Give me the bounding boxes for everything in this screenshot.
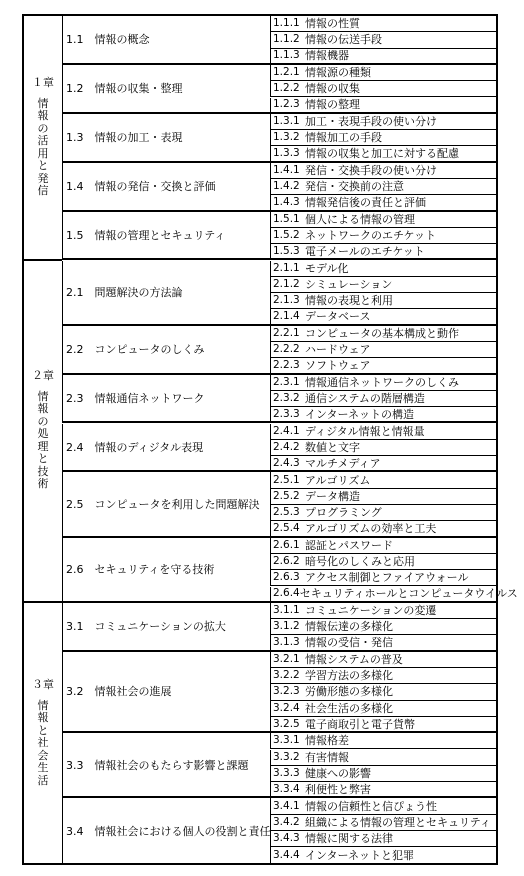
subsection-row [270, 538, 498, 554]
section-label: 1.5 情報の管理とセキュリティ [66, 229, 226, 243]
section-label: 3.1 コミュニケーションの拡大 [66, 620, 226, 634]
subsection-label: 社会生活の多様化 [305, 701, 393, 715]
subsection-label: 数値と文字 [305, 440, 360, 454]
subsection-row [270, 619, 498, 635]
subsection-number: 3.4.1 [273, 799, 300, 812]
subsection-label: コミュニケーションの変遷 [305, 603, 437, 617]
subsection-label: 情報に関する法律 [305, 832, 393, 846]
subsection-label: 情報システムの普及 [305, 652, 403, 666]
subsection-number: 1.1.1 [273, 17, 300, 30]
subsection-row [270, 244, 498, 260]
subsection-label: 情報の収集と加工に対する配慮 [305, 147, 459, 161]
subsection-number: 3.4.4 [273, 848, 300, 861]
subsection-row [270, 146, 498, 162]
section-cell [62, 375, 270, 424]
subsection-row [270, 831, 498, 847]
subsection-number: 2.3.3 [273, 407, 300, 420]
subsection-row [270, 798, 498, 814]
subsection-row [270, 49, 498, 65]
section-cell [62, 163, 270, 212]
section-label: 2.2 コンピュータのしくみ [66, 343, 205, 357]
subsection-row [270, 587, 518, 603]
subsection-row [270, 456, 498, 472]
subsection-label: 情報の伝送手段 [305, 33, 382, 47]
subsection-row [270, 635, 498, 651]
subsection-label: 情報格差 [305, 734, 349, 748]
subsection-number: 1.3.2 [273, 131, 300, 144]
subsection-label: 利便性と弊害 [305, 782, 371, 796]
subsection-number: 1.1.3 [273, 49, 300, 62]
section-label: 2.3 情報通信ネットワーク [66, 392, 205, 406]
subsection-row [270, 521, 498, 537]
section-cell [62, 603, 270, 652]
subsection-label: 情報の受信・発信 [305, 636, 393, 650]
subsection-row [270, 782, 498, 798]
subsection-number: 2.5.4 [273, 521, 300, 534]
chapter-number: ２章 [32, 369, 54, 383]
subsection-number: 3.1.2 [273, 620, 300, 633]
subsection-number: 1.2.3 [273, 98, 300, 111]
subsection-number: 3.3.2 [273, 750, 300, 763]
subsection-number: 2.1.1 [273, 261, 300, 274]
subsection-number: 1.2.1 [273, 66, 300, 79]
subsection-label: 暗号化のしくみと応用 [305, 555, 415, 569]
subsection-label: インターネットの構造 [305, 407, 415, 421]
chapter-cell [24, 261, 62, 603]
subsection-row [270, 358, 498, 374]
section-cell [62, 114, 270, 163]
section-label: 3.4 情報社会における個人の役割と責任 [66, 824, 271, 838]
subsection-number: 3.2.3 [273, 685, 300, 698]
subsection-label: 労働形態の多様化 [305, 685, 393, 699]
subsection-label: ネットワークのエチケット [305, 229, 437, 243]
subsection-row [270, 407, 498, 423]
subsection-row [270, 733, 498, 749]
section-cell [62, 326, 270, 375]
subsection-number: 3.2.1 [273, 652, 300, 665]
chapter-title: 情 報 の 活 用 と 発 信 [37, 96, 49, 197]
section-cell [62, 65, 270, 114]
subsection-number: 2.5.2 [273, 489, 300, 502]
section-cell [62, 798, 270, 863]
chapter-title: 情 報 の 処 理 と 技 術 [37, 389, 49, 491]
subsection-label: 情報発信後の責任と評価 [305, 195, 426, 209]
subsection-row [270, 472, 498, 488]
subsection-label: 加工・表現手段の使い分け [305, 114, 437, 128]
subsection-number: 3.4.3 [273, 832, 300, 845]
subsection-label: 情報伝達の多様化 [305, 620, 393, 634]
section-cell [62, 212, 270, 261]
subsection-row [270, 570, 498, 586]
subsection-label: 情報の整理 [305, 98, 360, 112]
subsection-row [270, 668, 498, 684]
subsection-label: 発信・交換前の注意 [305, 180, 404, 194]
subsection-number: 1.4.1 [273, 163, 300, 176]
subsection-number: 2.1.3 [273, 294, 300, 307]
subsection-label: 通信システムの階層構造 [305, 392, 425, 406]
subsection-number: 2.3.1 [273, 375, 300, 388]
section-cell [62, 733, 270, 798]
subsection-row [270, 424, 498, 440]
subsection-label: ハードウェア [305, 343, 371, 357]
subsection-number: 2.4.3 [273, 456, 300, 469]
subsection-number: 3.1.1 [273, 603, 300, 616]
table-of-contents [22, 14, 518, 865]
subsection-label: 電子商取引と電子貨幣 [305, 717, 415, 731]
subsection-label: モデル化 [305, 261, 349, 275]
subsection-row [270, 228, 498, 244]
subsection-row [270, 603, 498, 619]
subsection-number: 3.2.2 [273, 669, 300, 682]
subsection-number: 2.2.3 [273, 358, 300, 371]
subsection-number: 3.2.4 [273, 701, 300, 714]
subsection-number: 2.6.2 [273, 555, 300, 568]
subsection-label: 情報源の種類 [305, 66, 371, 80]
section-cell [62, 424, 270, 473]
subsection-label: コンピュータの基本構成と動作 [305, 326, 459, 340]
subsection-number: 1.4.3 [273, 195, 300, 208]
subsection-row [270, 114, 498, 130]
subsection-row [270, 179, 498, 195]
subsection-label: 情報の表現と利用 [305, 294, 393, 308]
subsection-number: 2.3.2 [273, 392, 300, 405]
subsection-row [270, 326, 498, 342]
section-label: 1.4 情報の発信・交換と評価 [66, 180, 216, 194]
subsection-row [270, 163, 498, 179]
section-label: 1.3 情報の加工・表現 [66, 131, 183, 145]
chapter-number: ３章 [32, 678, 54, 692]
subsection-row [270, 815, 498, 831]
subsection-number: 2.6.4 [273, 587, 300, 600]
section-label: 3.2 情報社会の進展 [66, 685, 172, 699]
chapter-cell [24, 16, 62, 261]
subsection-label: 学習方法の多様化 [305, 669, 393, 683]
section-cell [62, 261, 270, 326]
subsection-number: 2.4.2 [273, 440, 300, 453]
section-cell [62, 472, 270, 537]
section-cell [62, 652, 270, 734]
chapter-title: 情 報 と 社 会 生 活 [37, 698, 49, 787]
subsection-label: セキュリティホールとコンピュータウイルス [299, 587, 518, 601]
subsection-label: 有害情報 [305, 750, 349, 764]
subsection-row [270, 701, 498, 717]
subsection-number: 1.1.2 [273, 33, 300, 46]
subsection-label: マルチメディア [305, 456, 381, 470]
subsection-number: 2.2.1 [273, 326, 300, 339]
subsection-label: 情報の信頼性と信ぴょう性 [305, 799, 437, 813]
subsection-label: アルゴリズムの効率と工夫 [305, 521, 437, 535]
section-label: 2.1 問題解決の方法論 [66, 286, 183, 300]
subsection-label: データ構造 [305, 489, 360, 503]
subsection-number: 2.4.1 [273, 424, 300, 437]
section-cell [62, 16, 270, 65]
section-label: 2.5 コンピュータを利用した問題解決 [66, 497, 260, 511]
subsection-number: 1.3.3 [273, 147, 300, 160]
subsection-row [270, 342, 498, 358]
subsection-number: 1.5.2 [273, 229, 300, 242]
subsection-number: 1.5.1 [273, 212, 300, 225]
subsection-number: 1.4.2 [273, 180, 300, 193]
subsection-label: 情報通信ネットワークのしくみ [305, 375, 459, 389]
subsection-row [270, 309, 498, 325]
subsection-row [270, 32, 498, 48]
subsection-label: プログラミング [305, 506, 382, 520]
subsection-row [270, 766, 498, 782]
subsection-label: 情報機器 [305, 49, 349, 63]
subsection-label: ディジタル情報と情報量 [305, 424, 425, 438]
subsection-row [270, 65, 498, 81]
subsection-row [270, 717, 498, 733]
subsection-label: アクセス制御とファイアウォール [305, 571, 469, 585]
subsection-label: 健康への影響 [305, 766, 371, 780]
subsection-row [270, 505, 498, 521]
subsection-number: 3.2.5 [273, 717, 300, 730]
subsection-number: 2.6.3 [273, 571, 300, 584]
subsection-label: ソフトウェア [305, 358, 371, 372]
subsection-row [270, 130, 498, 146]
subsection-row [270, 684, 498, 700]
subsection-row [270, 98, 498, 114]
subsection-number: 1.5.3 [273, 244, 300, 257]
subsection-number: 1.3.1 [273, 114, 300, 127]
subsection-number: 3.3.4 [273, 782, 300, 795]
subsection-row [270, 293, 498, 309]
subsection-number: 3.4.2 [273, 815, 300, 828]
subsection-number: 3.3.1 [273, 734, 300, 747]
subsection-row [270, 652, 498, 668]
subsection-number: 3.1.3 [273, 636, 300, 649]
subsection-label: 情報加工の手段 [305, 131, 382, 145]
subsection-number: 2.2.2 [273, 343, 300, 356]
subsection-row [270, 750, 498, 766]
subsection-row [270, 277, 498, 293]
subsection-row [270, 489, 498, 505]
subsection-row [270, 391, 498, 407]
section-label: 1.1 情報の概念 [66, 33, 150, 47]
subsection-row [270, 16, 498, 32]
subsection-label: 認証とパスワード [305, 538, 393, 552]
subsection-label: 情報の性質 [305, 17, 360, 31]
subsection-number: 2.1.2 [273, 277, 300, 290]
subsection-row [270, 81, 498, 97]
subsection-row [270, 847, 498, 863]
subsection-label: アルゴリズム [305, 473, 371, 487]
subsection-label: 組織による情報の管理とセキュリティ [305, 815, 491, 829]
subsection-label: シミュレーション [305, 277, 393, 291]
subsection-label: データベース [305, 310, 371, 324]
subsection-number: 3.3.3 [273, 766, 300, 779]
subsection-row [270, 554, 498, 570]
subsection-label: 発信・交換手段の使い分け [305, 163, 437, 177]
subsection-label: インターネットと犯罪 [305, 848, 415, 862]
subsection-number: 2.5.3 [273, 506, 300, 519]
section-label: 3.3 情報社会のもたらす影響と課題 [66, 758, 249, 772]
subsection-row [270, 261, 498, 277]
chapter-cell [24, 603, 62, 864]
subsection-number: 1.2.2 [273, 82, 300, 95]
subsection-label: 電子メールのエチケット [305, 244, 425, 258]
subsection-number: 2.5.1 [273, 473, 300, 486]
subsection-number: 2.1.4 [273, 310, 300, 323]
section-cell [62, 538, 270, 603]
subsection-row [270, 212, 498, 228]
subsection-row [270, 440, 498, 456]
section-label: 2.6 セキュリティを守る技術 [66, 563, 215, 577]
subsection-row [270, 195, 498, 211]
subsection-label: 個人による情報の管理 [305, 212, 415, 226]
subsection-row [270, 375, 498, 391]
section-label: 1.2 情報の収集・整理 [66, 82, 183, 96]
subsection-number: 2.6.1 [273, 538, 300, 551]
subsection-label: 情報の収集 [305, 82, 360, 96]
section-label: 2.4 情報のディジタル表現 [66, 440, 204, 454]
chapter-number: １章 [32, 76, 54, 89]
